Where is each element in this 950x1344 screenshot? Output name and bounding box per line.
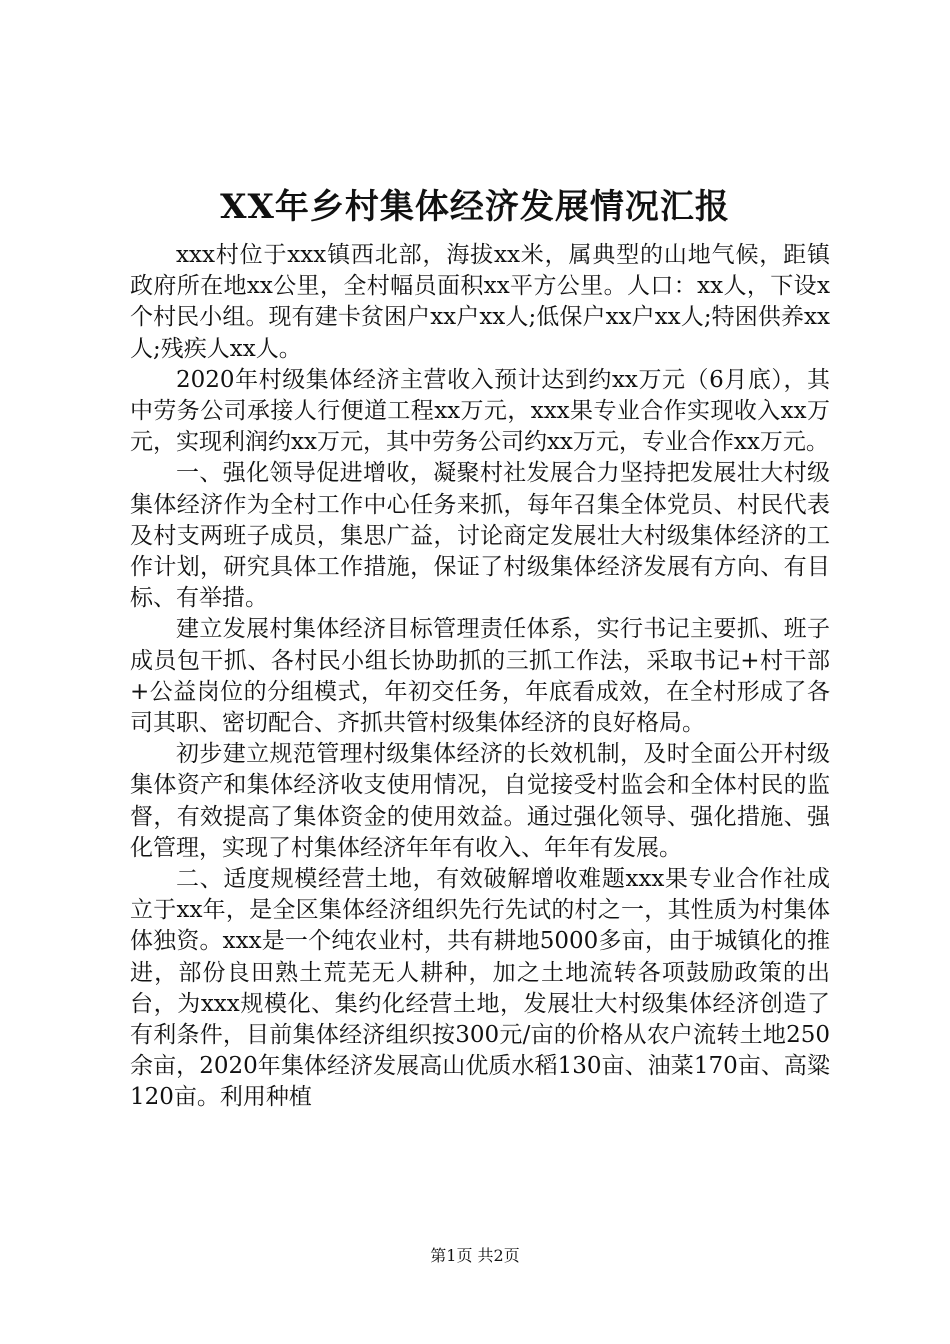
- paragraph-section-one: 一、强化领导促进增收，凝聚村社发展合力坚持把发展壮大村级集体经济作为全村工作中心任务来抓，每年召集全体党员、村民代表及村支两班子成员，集思广益，讨论商定发展壮大村级集体经济的工作计划，研究具体工作措施，保证了村级集体经济发展有方向、有目标、有举措。: [130, 460, 830, 612]
- document-title: XX年乡村集体经济发展情况汇报: [220, 187, 730, 227]
- page-number-footer: 第1页 共2页: [430, 1246, 520, 1265]
- paragraph-section-two: 二、适度规模经营土地，有效破解增收难题xxx果专业合作社成立于xx年，是全区集体经济组织先行先试的村之一，其性质为村集体体独资。xxx是一个纯农业村，共有耕地5000多亩，由于城镇化的推进，部份良田熟土荒芜无人耕种，加之土地流转各项鼓励政策的出台，为xxx规模化、集约化经营土地，发展壮大村级集体经济创造了有利条件，目前集体经济组织按300元/亩的价格从农户流转土地250余亩，2020年集体经济发展高山优质水稻130亩、油菜170亩、高粱120亩。利用种植: [130, 866, 830, 1111]
- document-body: [130, 240, 830, 1114]
- paragraph-management-mechanism: 初步建立规范管理村级集体经济的长效机制，及时全面公开村级集体资产和集体经济收支使用情况，自觉接受村监会和全体村民的监督，有效提高了集体资金的使用效益。通过强化领导、强化措施、强化管理，实现了村集体经济年年有收入、年年有发展。: [130, 741, 830, 861]
- paragraph-village-overview: xxx村位于xxx镇西北部，海拔xx米，属典型的山地气候，距镇政府所在地xx公里，全村幅员面积xx平方公里。人口：xx人，下设x个村民小组。现有建卡贫困户xx户xx人;低保户xx户xx人;特困供养xx人;残疾人xx人。: [130, 242, 830, 362]
- paragraph-income-2020: 2020年村级集体经济主营收入预计达到约xx万元（6月底），其中劳务公司承接人行便道工程xx万元，xxx果专业合作实现收入xx万元，实现利润约xx万元，其中劳务公司约xx万元，专业合作xx万元。: [130, 366, 830, 456]
- paragraph-responsibility-system: 建立发展村集体经济目标管理责任体系，实行书记主要抓、班子成员包干抓、各村民小组长协助抓的三抓工作法，采取书记+村干部+公益岗位的分组模式，年初交任务，年底看成效，在全村形成了各司其职、密切配合、齐抓共管村级集体经济的良好格局。: [130, 616, 830, 737]
